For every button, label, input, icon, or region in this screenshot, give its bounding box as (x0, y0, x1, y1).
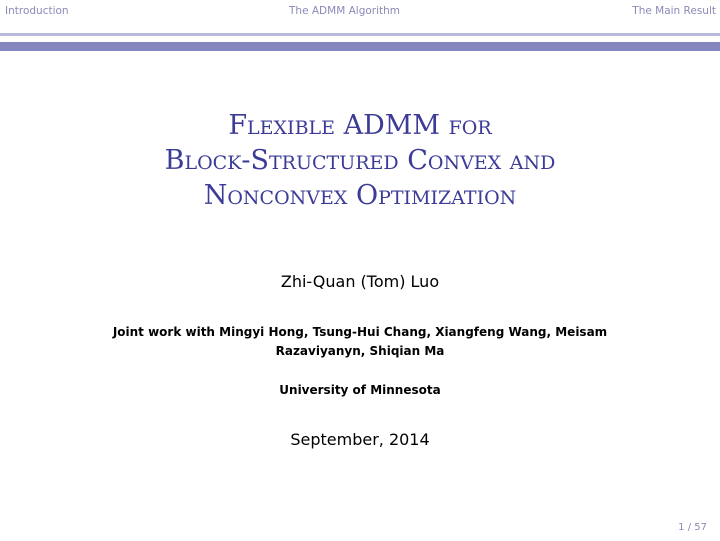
slide-title (0, 108, 720, 213)
collaborators-line: Joint work with Mingyi Hong, Tsung-Hui Chang, Xiangfeng Wang, Meisam (112, 325, 608, 339)
section-navigation (0, 0, 720, 22)
nav-section-main-result[interactable]: The Main Result (632, 5, 716, 17)
author-name: Zhi-Quan (Tom) Luo (280, 272, 440, 291)
title-line: Block-Structured Convex and (164, 145, 556, 176)
collaborators-line: Razaviyanyn, Shiqian Ma (275, 344, 445, 358)
page-number: 1 / 57 (678, 522, 707, 533)
header-divider-thin (0, 33, 720, 36)
institution: University of Minnesota (279, 383, 441, 397)
nav-section-introduction[interactable]: Introduction (5, 5, 69, 17)
title-line: Flexible ADMM for (228, 110, 492, 141)
title-line: Nonconvex Optimization (203, 180, 517, 211)
header-divider-thick (0, 42, 720, 51)
presentation-date: September, 2014 (290, 430, 430, 449)
nav-section-admm-algorithm[interactable]: The ADMM Algorithm (289, 5, 401, 17)
collaborators (60, 323, 660, 361)
